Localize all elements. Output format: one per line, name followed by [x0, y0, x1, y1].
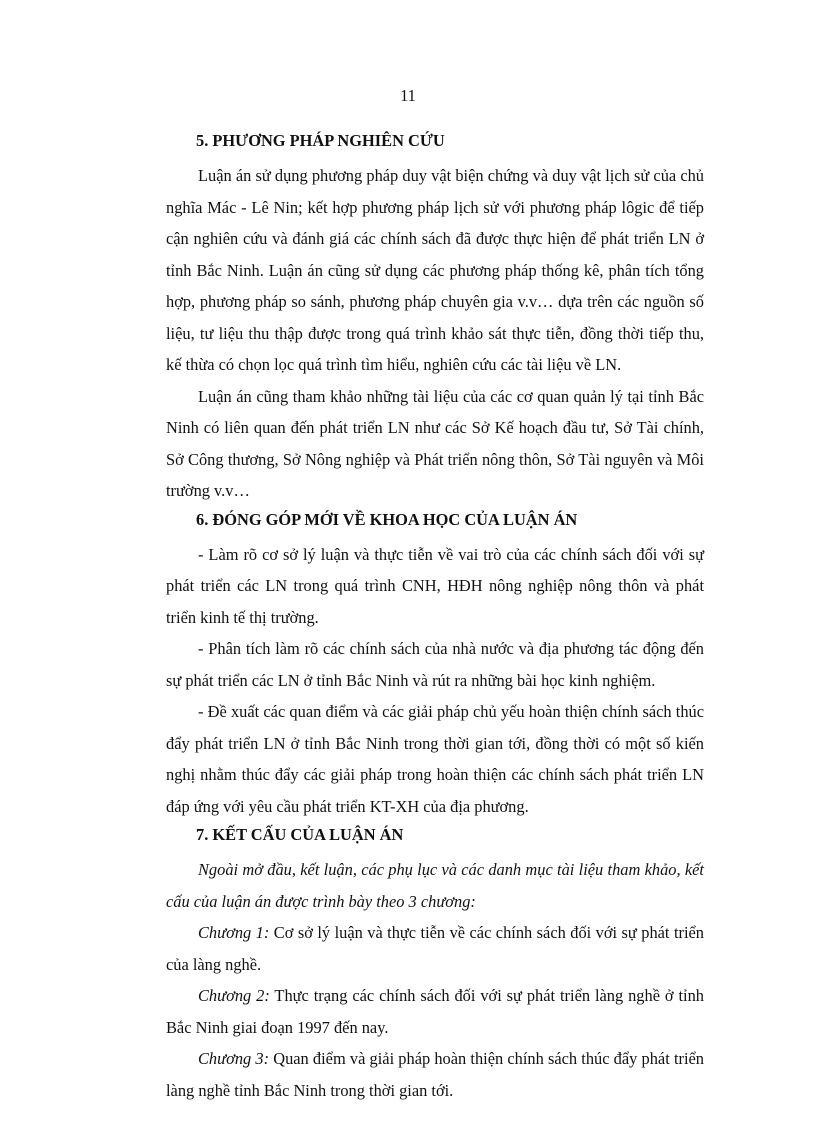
contribution-item: - Đề xuất các quan điểm và các giải pháp chủ yếu hoàn thiện chính sách thúc đẩy phát triển LN ở tỉnh Bắc Ninh trong thời gian tới, đồng thời có một số kiến nghị nhằm thúc đẩy các giải pháp trong hoàn thiện các chính sách phát triển LN đáp ứng với yêu cầu phát triển KT-XH của địa phương.: [166, 702, 704, 816]
chapter-label: Chương 1:: [198, 923, 270, 942]
chapter-label: Chương 2:: [198, 986, 270, 1005]
chapter-description: Thực trạng các chính sách đối với sự phát triển làng nghề ở tỉnh Bắc Ninh giai đoạn 1997 đến nay.: [166, 986, 704, 1037]
chapter-label: Chương 3:: [198, 1049, 270, 1068]
chapter-description: Quan điểm và giải pháp hoàn thiện chính sách thúc đẩy phát triển làng nghề tỉnh Bắc Ninh trong thời gian tới.: [166, 1049, 704, 1100]
chapter-item: [166, 917, 704, 980]
page-body: [166, 130, 704, 1106]
section-heading-structure: 7. KẾT CẤU CỦA LUẬN ÁN: [196, 825, 404, 844]
section-heading-contributions: 6. ĐÓNG GÓP MỚI VỀ KHOA HỌC CỦA LUẬN ÁN: [196, 509, 578, 529]
chapter-item: [166, 1043, 704, 1106]
contribution-item: - Phân tích làm rõ các chính sách của nhà nước và địa phương tác động đến sự phát triển các LN ở tỉnh Bắc Ninh và rút ra những bài học kinh nghiệm.: [166, 639, 704, 690]
page-number: 11: [400, 86, 416, 105]
chapter-item: [166, 980, 704, 1043]
contribution-item: - Làm rõ cơ sở lý luận và thực tiễn về vai trò của các chính sách đối với sự phát triển các LN trong quá trình CNH, HĐH nông nghiệp nông thôn và phát triển kinh tế thị trường.: [166, 544, 704, 627]
chapter-description: Cơ sở lý luận và thực tiễn về các chính sách đối với sự phát triển của làng nghề.: [166, 923, 704, 974]
paragraph: Luận án sử dụng phương pháp duy vật biện chứng và duy vật lịch sử của chủ nghĩa Mác - Lê Nin; kết hợp phương pháp lịch sử với phương pháp lôgic để tiếp cận nghiên cứu và đánh giá các chính sách đã được thực hiện để phát triển LN ở tỉnh Bắc Ninh. Luận án cũng sử dụng các phương pháp thống kê, phân tích tổng hợp, phương pháp so sánh, phương pháp chuyên gia v.v… dựa trên các nguồn số liệu, tư liệu thu thập được trong quá trình khảo sát thực tiễn, đồng thời tiếp thu, kế thừa có chọn lọc quá trình tìm hiểu, nghiên cứu các tài liệu về LN.: [166, 166, 704, 374]
structure-intro: Ngoài mở đầu, kết luận, các phụ lục và các danh mục tài liệu tham khảo, kết cấu của luận án được trình bày theo 3 chương:: [166, 860, 704, 911]
section-heading-methods: 5. PHƯƠNG PHÁP NGHIÊN CỨU: [196, 131, 445, 150]
paragraph: Luận án cũng tham khảo những tài liệu của các cơ quan quản lý tại tỉnh Bắc Ninh có liên quan đến phát triển LN như các Sở Kế hoạch đầu tư, Sở Tài chính, Sở Công thương, Sở Nông nghiệp và Phát triển nông thôn, Sở Tài nguyên và Môi trường v.v…: [166, 386, 704, 500]
